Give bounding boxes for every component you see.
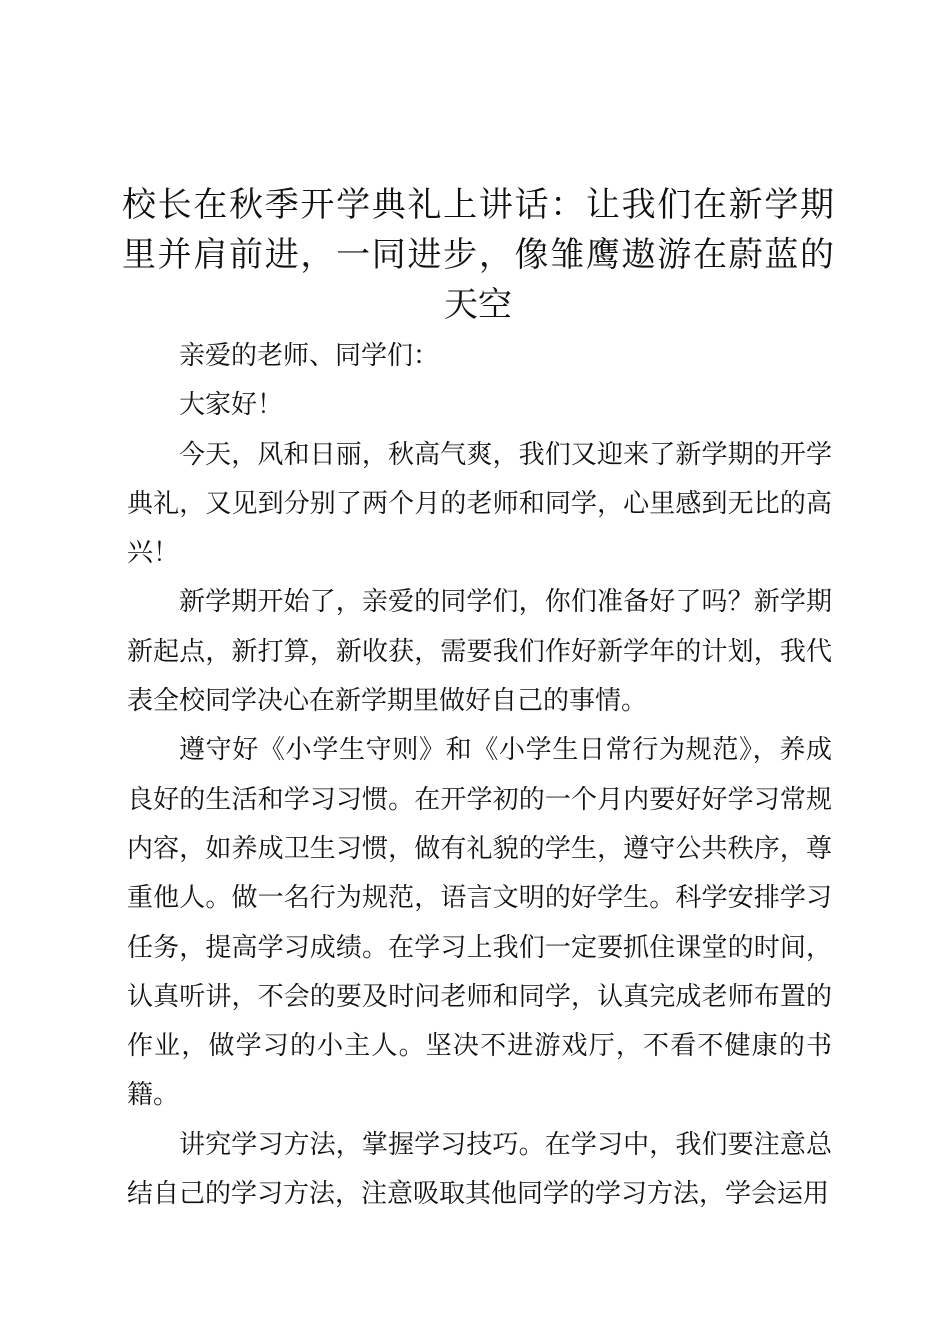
body-paragraph: 今天，风和日丽，秋高气爽，我们又迎来了新学期的开学典礼，又见到分别了两个月的老师和同学，心里感到无比的高兴！ <box>127 439 832 569</box>
body-paragraph: 新学期开始了，亲爱的同学们，你们准备好了吗？新学期新起点，新打算，新收获，需要我们作好新学年的计划，我代表全校同学决心在新学期里做好自己的事情。 <box>127 587 832 717</box>
body-paragraph: 讲究学习方法，掌握学习技巧。在学习中，我们要注意总结自己的学习方法，注意吸取其他同学的学习方法，学会运用 <box>127 1129 832 1210</box>
salutation: 亲爱的老师、同学们： <box>179 341 440 371</box>
greeting: 大家好！ <box>179 390 284 421</box>
document-body <box>127 332 832 1219</box>
body-paragraph: 遵守好《小学生守则》和《小学生日常行为规范》，养成良好的生活和学习习惯。在开学初的一个月内要好好学习常规内容，如养成卫生习惯，做有礼貌的学生，遵守公共秩序，尊重他人。做一名行为规范，语言文明的好学生。科学安排学习任务，提高学习成绩。在学习上我们一定要抓住课堂的时间，认真听讲，不会的要及时问老师和同学，认真完成老师布置的作业，做学习的小主人。坚决不进游戏厅，不看不健康的书籍。 <box>127 735 832 1111</box>
document-title: 校长在秋季开学典礼上讲话：让我们在新学期里并肩前进，一同进步，像雏鹰遨游在蔚蓝的天空 <box>122 185 834 325</box>
